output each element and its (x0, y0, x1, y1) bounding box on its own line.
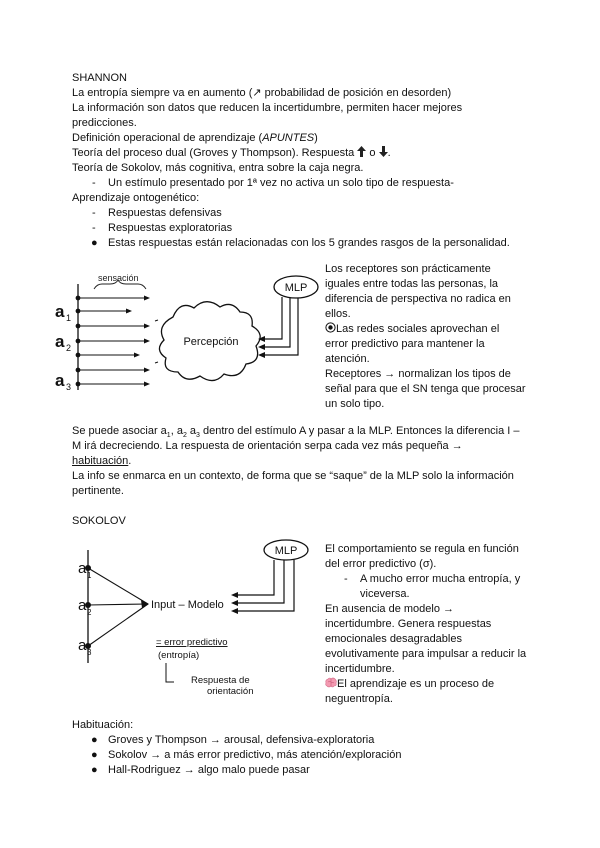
sokolov-line-11: neguentropía. (325, 693, 393, 705)
associate-sub-2: 2 (182, 432, 187, 440)
receptors-line-1: Los receptores son prácticamente (325, 263, 491, 275)
sokolov-line-8: evolutivamente para impulsar a reducir la (325, 648, 527, 660)
section-title-shannon: SHANNON (72, 72, 128, 84)
bullet-dot: ● (91, 764, 98, 776)
social-networks-line-2: error predictivo para mantener la (325, 338, 485, 350)
paragraph-information-2: predicciones. (72, 117, 137, 129)
sokolov-line-5: En ausencia de modelo → (325, 603, 455, 615)
associate-sub-1: 1 (166, 432, 171, 440)
bullet-dot: ● (91, 734, 98, 746)
dual-process-text: Teoría del proceso dual (Groves y Thompson). Respuesta (72, 147, 355, 159)
dual-process-end: . (387, 147, 391, 159)
paragraph-definition (72, 131, 318, 146)
bullet-dot: ● (91, 237, 98, 249)
brain-icon (325, 677, 337, 688)
orientation-response-label-1: Respuesta de (191, 675, 250, 686)
bullet-dot: ● (91, 749, 98, 761)
feedback-lines (238, 560, 294, 611)
small-marks (155, 320, 158, 363)
arrow-down-icon (379, 146, 388, 157)
receptors-normalize-line-1: Receptores → normalizan los tipos de (325, 368, 511, 380)
receptors-line-3: diferencia de perspectiva no radica en (325, 293, 511, 305)
dash-bullet: - (92, 222, 96, 234)
receptors-line-2: iguales entre todas las personas, la (325, 278, 499, 290)
definition-emphasis: APUNTES (262, 132, 315, 144)
a2-label: a (55, 332, 65, 351)
a1-label: a (78, 560, 87, 577)
predictive-error-label: = error predictivo (156, 637, 228, 648)
feedback-arrowheads (258, 336, 265, 358)
habituation-title: Habituación: (72, 719, 134, 731)
dash-bullet: - (92, 207, 96, 219)
a3-subscript: 3 (66, 382, 72, 392)
habituation-item-groves: Groves y Thompson → arousal, defensiva-exploratoria (108, 734, 375, 746)
social-networks-text: Las redes sociales aprovechan el (336, 323, 500, 335)
paragraph-ontogenetic: Aprendizaje ontogenético: (72, 192, 200, 204)
sokolov-learning-text: El aprendizaje es un proceso de (337, 678, 495, 690)
a3-label: a (55, 371, 65, 390)
associate-text-3: a (186, 425, 197, 437)
sokolov-line-3: A mucho error mucha entropía, y (360, 573, 521, 585)
dash-bullet: - (344, 573, 348, 585)
sensation-label: sensación (98, 273, 139, 283)
list-item-personality: Estas respuestas están relacionadas con los 5 grandes rasgos de la personalidad. (108, 237, 510, 249)
arrow-up-icon (357, 146, 366, 157)
definition-text: Definición operacional de aprendizaje ( (72, 132, 263, 144)
paragraph-associate-3 (72, 454, 131, 469)
receptors-normalize-line-3: un solo tipo. (325, 398, 385, 410)
a2-subscript: 2 (66, 343, 72, 353)
response-connector (166, 663, 174, 682)
receptors-normalize-line-2: señal para que el SN tenga que procesar (325, 383, 526, 395)
feedback-lines (264, 297, 298, 355)
a2-label: a (78, 597, 87, 614)
list-item-defensive: Respuestas defensivas (108, 207, 222, 219)
perception-diagram (55, 262, 320, 402)
paragraph-dual-process (72, 146, 391, 161)
paragraph-sokolov: Teoría de Sokolov, más cognitiva, entra sobre la caja negra. (72, 162, 364, 174)
input-model-label: Input – Modelo (151, 599, 224, 611)
sokolov-line-7: emocionales desagradables (325, 633, 462, 645)
sokolov-line-9: incertidumbre. (325, 663, 395, 675)
paragraph-associate-2: M irá decreciendo. La respuesta de orientación serpa cada vez más pequeña → (72, 440, 463, 452)
dual-process-or: o (369, 147, 376, 159)
a1-label: a (55, 302, 65, 321)
perception-label: Percepción (183, 336, 239, 348)
sokolov-diagram (70, 538, 320, 698)
sokolov-line-1: El comportamiento se regula en función (325, 543, 519, 555)
a1-subscript: 1 (66, 313, 72, 323)
associate-text-2: , a (170, 425, 183, 437)
dash-item-stimulus: Un estímulo presentado por 1ª vez no activa un solo tipo de respuesta- (108, 177, 454, 189)
a3-subscript: 3 (87, 648, 92, 657)
feedback-arrowheads (231, 592, 238, 614)
a3-label: a (78, 637, 87, 654)
convergence-arrowhead (141, 600, 149, 608)
receptor-arrow (78, 296, 150, 387)
sokolov-line-6: incertidumbre. Genera respuestas (325, 618, 492, 630)
definition-close: ) (314, 132, 318, 144)
dash-bullet: - (92, 177, 96, 189)
paragraph-information-1: La información son datos que reducen la incertidumbre, permiten hacer mejores (72, 102, 463, 114)
paragraph-entropy: La entropía siempre va en aumento (↗ probabilidad de posición en desorden) (72, 87, 452, 99)
entropy-label: (entropía) (158, 650, 200, 661)
a2-subscript: 2 (87, 608, 92, 617)
sokolov-line-2: del error predictivo (σ). (325, 558, 437, 570)
sokolov-line-4: viceversa. (360, 588, 410, 600)
associate-sub-3: 3 (196, 432, 200, 440)
paragraph-context-2: pertinente. (72, 485, 124, 497)
eye-icon (325, 322, 336, 333)
orientation-response-label-2: orientación (207, 686, 254, 697)
habituation-item-sokolov: Sokolov → a más error predictivo, más atención/exploración (108, 749, 402, 761)
associate-text-4: dentro del estímulo A y pasar a la MLP. Entonces la diferencia I – (199, 425, 520, 437)
habituation-link-text: habituación (72, 455, 129, 467)
social-networks-line-1 (325, 322, 499, 337)
list-item-exploratory: Respuestas exploratorias (108, 222, 233, 234)
associate-text-1: Se puede asociar a (72, 425, 167, 437)
paragraph-context-1: La info se enmarca en un contexto, de forma que se “saque” de la MLP solo la información (72, 470, 514, 482)
habituation-period: . (128, 455, 132, 467)
receptors-line-4: ellos. (325, 308, 351, 320)
a1-subscript: 1 (87, 571, 92, 580)
habituation-item-hall: Hall-Rodriguez → algo malo puede pasar (108, 764, 310, 776)
mlp-label: MLP (274, 545, 298, 557)
section-title-sokolov: SOKOLOV (72, 515, 126, 527)
convergence-lines (88, 568, 148, 646)
sokolov-line-10 (325, 677, 494, 692)
social-networks-line-3: atención. (325, 353, 370, 365)
mlp-label: MLP (284, 282, 308, 294)
